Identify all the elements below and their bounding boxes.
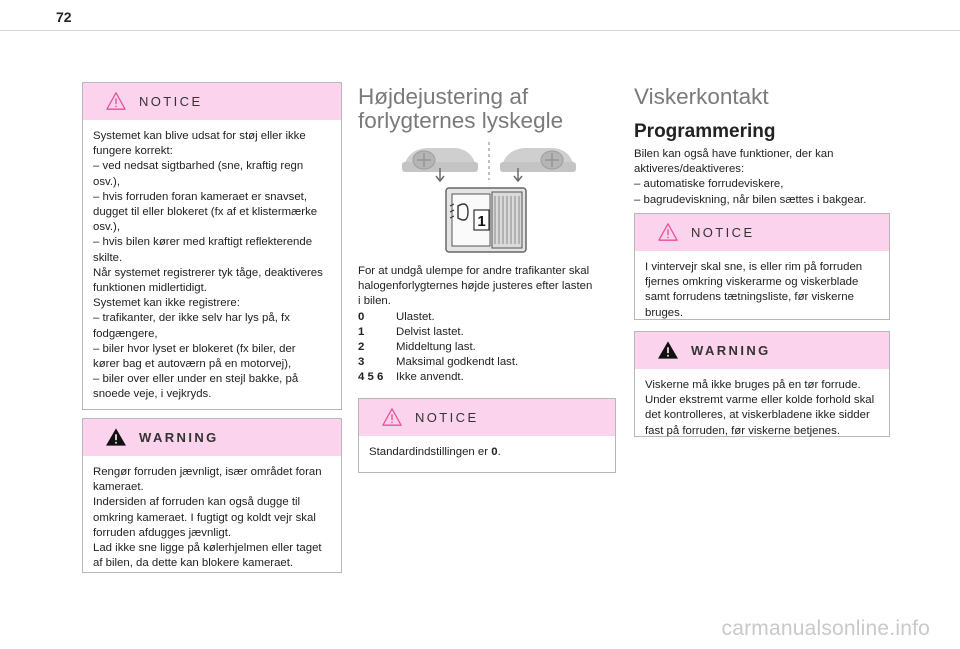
position-text: Delvist lastet. — [396, 325, 464, 338]
notice-header — [635, 214, 889, 251]
title-line-1: Højdejustering af — [358, 84, 529, 109]
position-text: Ikke anvendt. — [396, 371, 464, 384]
notice-line: fjernes omkring viskerarme og viskerblade — [645, 276, 859, 289]
position-item — [358, 310, 608, 325]
position-number: 1 — [358, 325, 365, 338]
position-number: 2 — [358, 341, 365, 354]
notice-line: Systemet kan ikke registrere: — [93, 297, 240, 310]
headlamp-dial-icon — [446, 188, 526, 252]
notice-line: bruges. — [645, 306, 683, 319]
section-title-headlamp — [358, 85, 563, 133]
warning-body — [635, 369, 889, 447]
position-number: 4 5 6 — [358, 371, 384, 384]
notice-line: fodgængere, — [93, 327, 158, 340]
notice-box-winter — [634, 213, 890, 320]
subsection-title-programming: Programmering — [634, 121, 776, 142]
section-title-wiper: Viskerkontakt — [634, 84, 769, 109]
notice-body — [83, 120, 341, 411]
warning-header — [635, 332, 889, 369]
notice-line: Når systemet registrerer tyk tåge, deaktiveres — [93, 266, 323, 279]
notice-warning-triangle-icon — [381, 407, 403, 427]
notice-line: snoede veje, i vejkryds. — [93, 388, 212, 401]
notice-label: NOTICE — [691, 225, 755, 240]
notice-default-value: 0 — [491, 446, 498, 458]
notice-line: fungere korrekt: — [93, 145, 173, 158]
notice-text-prefix: Standardindstillingen er — [369, 446, 492, 458]
top-divider — [0, 30, 960, 31]
notice-line: – trafikanter, der ikke selv har lys på, fx — [93, 312, 290, 325]
notice-line: – biler hvor lyset er blokeret (fx biler, der — [93, 342, 296, 355]
notice-line: – hvis forruden foran kameraet er snavset, — [93, 190, 307, 203]
notice-line: osv.), — [93, 175, 121, 188]
notice-header — [83, 83, 341, 120]
watermark: carmanualsonline.info — [721, 617, 930, 640]
notice-line — [369, 445, 605, 460]
warning-line: Lad ikke sne ligge på kølerhjelmen eller taget — [93, 542, 322, 555]
warning-header — [83, 419, 341, 456]
position-item — [358, 340, 608, 355]
warning-line: Rengør forruden jævnligt, især området foran — [93, 466, 322, 478]
notice-body — [359, 436, 615, 468]
notice-label: NOTICE — [139, 94, 203, 109]
notice-box-default-setting — [358, 398, 616, 473]
position-text: Maksimal godkendt last. — [396, 356, 519, 369]
intro-line: – automatiske forrudeviskere, — [634, 178, 784, 191]
position-item — [358, 355, 608, 370]
notice-line: – ved nedsat sigtbarhed (sne, kraftig regn — [93, 160, 304, 173]
notice-box-camera — [82, 82, 342, 410]
notice-label: NOTICE — [415, 410, 479, 425]
intro-line: – bagrudeviskning, når bilen sættes i bakgear. — [634, 193, 867, 206]
intro-line: halogenforlygternes højde justeres efter lasten — [358, 280, 593, 293]
intro-line: aktiveres/deaktiveres: — [634, 163, 745, 176]
notice-line: osv.), — [93, 221, 121, 234]
warning-line: Viskerne må ikke bruges på en tør forrude. — [645, 379, 861, 391]
notice-line: I vintervejr skal sne, is eller rim på forruden — [645, 261, 863, 273]
headlamp-intro — [358, 264, 608, 386]
notice-warning-triangle-icon — [105, 91, 127, 111]
warning-triangle-icon — [105, 427, 127, 447]
position-text: Ulastet. — [396, 310, 435, 323]
notice-line: samt forrudens tætningsliste, før viskerne — [645, 291, 854, 304]
intro-line: i bilen. — [358, 295, 391, 308]
warning-line: Indersiden af forruden kan også dugge til — [93, 496, 301, 509]
notice-line: – biler over eller under en stejl bakke, på — [93, 373, 299, 386]
notice-line: kører bag et autoværn på en motorvej), — [93, 358, 292, 371]
notice-header — [359, 399, 615, 436]
warning-line: Under ekstremt varme eller kolde forhold skal — [645, 394, 875, 407]
position-item — [358, 370, 608, 385]
intro-line: For at undgå ulempe for andre trafikanter skal — [358, 265, 590, 277]
warning-line: det kontrolleres, at viskerbladene ikke sidder — [645, 409, 870, 422]
notice-line: skilte. — [93, 251, 123, 264]
warning-label: WARNING — [139, 430, 219, 445]
title-line-2: forlygternes lyskegle — [358, 108, 564, 133]
warning-line: af bilen, da dette kan blokere kameraet. — [93, 557, 294, 570]
notice-text-suffix: . — [497, 446, 501, 458]
notice-line: dugget til eller blokeret (fx af et klistermærke — [93, 206, 318, 219]
notice-line: Systemet kan blive udsat for støj eller ikke — [93, 130, 306, 142]
car-right-icon — [500, 148, 576, 172]
notice-body — [635, 251, 889, 329]
intro-line: Bilen kan også have funktioner, der kan — [634, 148, 834, 160]
warning-label: WARNING — [691, 343, 771, 358]
headlamp-adjustment-illustration — [394, 140, 584, 256]
warning-line: fast på forruden, før viskerne betjenes. — [645, 424, 841, 437]
notice-warning-triangle-icon — [657, 222, 679, 242]
position-number: 0 — [358, 310, 365, 323]
position-text: Middeltung last. — [396, 341, 476, 354]
notice-line: – hvis bilen kører med kraftigt reflekterende — [93, 236, 313, 249]
warning-box-dry-windscreen — [634, 331, 890, 437]
warning-box-camera — [82, 418, 342, 573]
position-item — [358, 325, 608, 340]
warning-line: omkring kameraet. I fugtigt og koldt vejr skal — [93, 511, 316, 524]
warning-line: kameraet. — [93, 481, 144, 494]
page-number: 72 — [56, 9, 72, 25]
wiper-intro — [634, 147, 894, 208]
warning-body — [83, 456, 341, 579]
warning-line: forruden afdugges jævnligt. — [93, 526, 232, 539]
warning-triangle-icon — [657, 340, 679, 360]
notice-line: funktionen midlertidigt. — [93, 282, 207, 295]
dial-digit: 1 — [477, 213, 486, 230]
position-number: 3 — [358, 356, 365, 369]
